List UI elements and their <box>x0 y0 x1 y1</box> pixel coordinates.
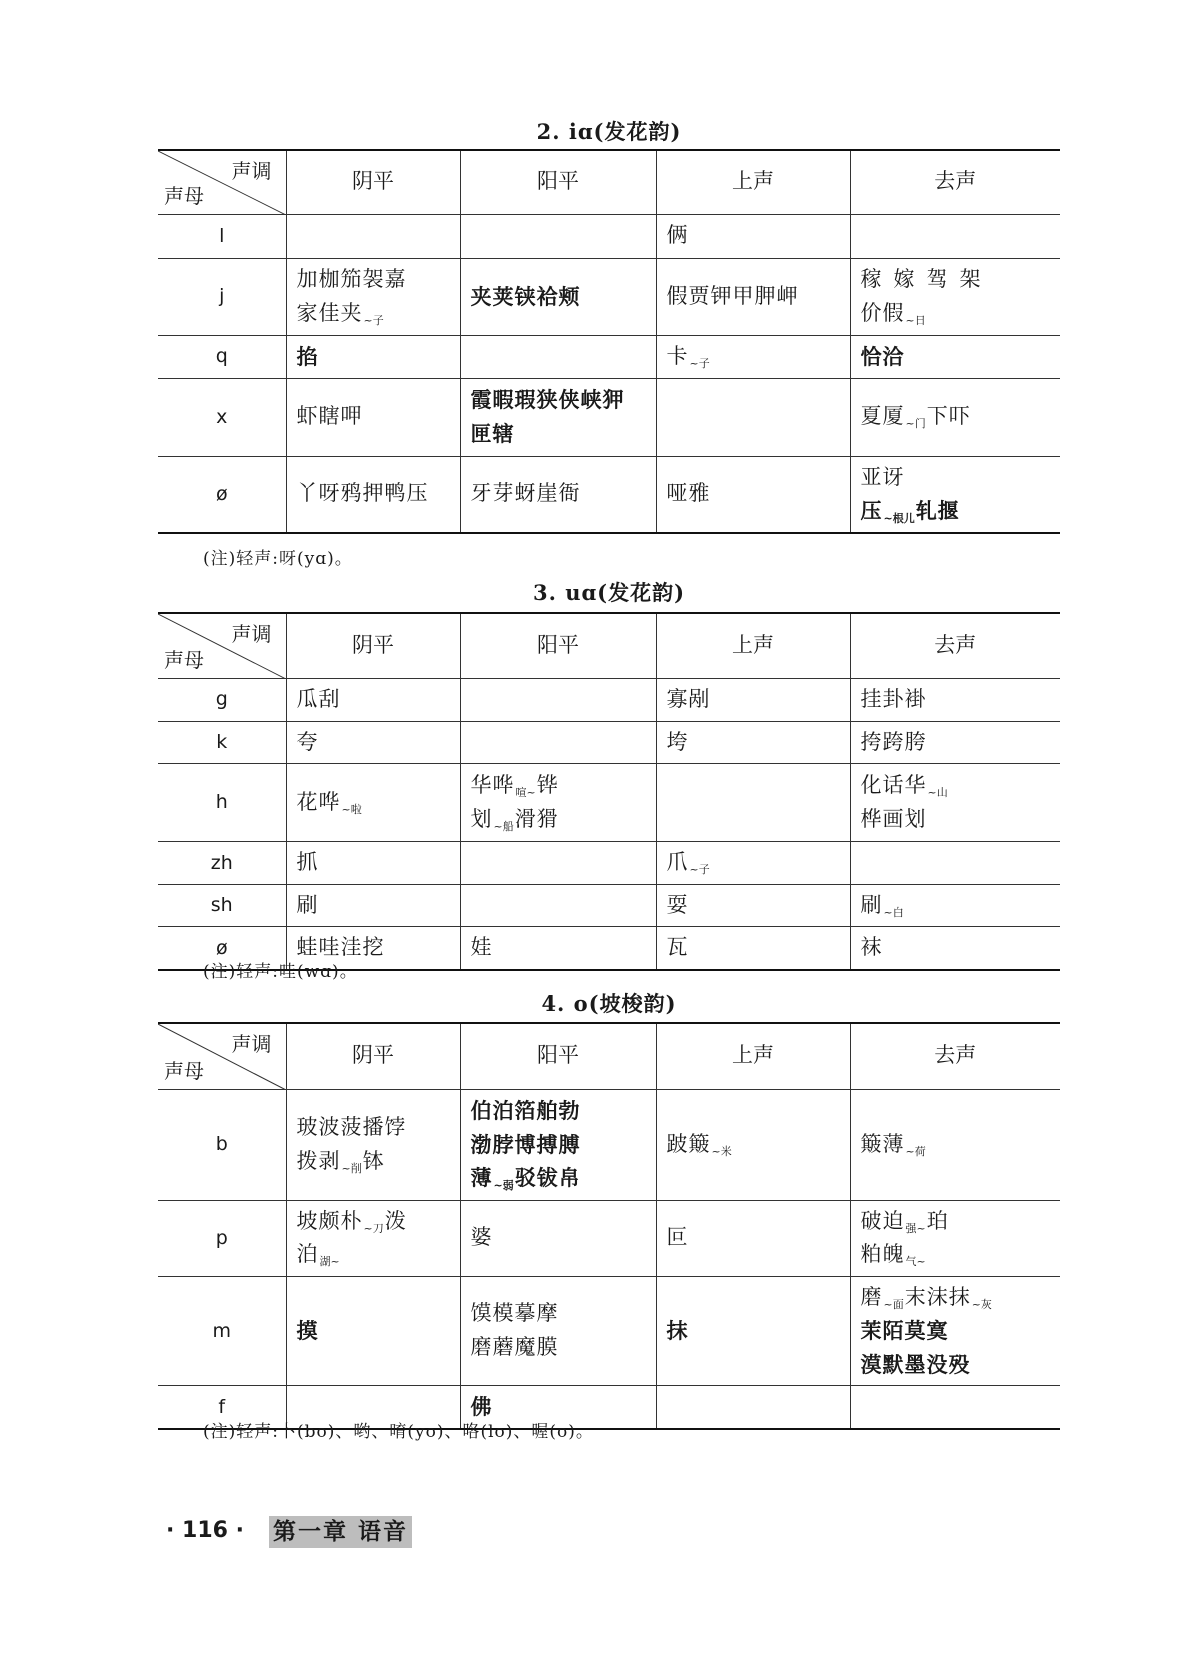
chars-cell <box>286 456 460 533</box>
chars-cell <box>850 456 1060 533</box>
char-line: 化话华$_{\sim 山}$ <box>860 773 948 799</box>
chars-cell <box>286 1200 460 1276</box>
initial-cell: l <box>158 214 286 258</box>
usage-note: ~荷 <box>905 1144 926 1158</box>
usage-note: 强~ <box>905 1221 926 1235</box>
initial-cell: f <box>158 1386 286 1429</box>
corner-header <box>158 150 286 214</box>
corner-initial-label: 声母 <box>164 647 204 672</box>
chars-cell <box>656 1276 850 1386</box>
char-line: 抓 <box>296 850 319 875</box>
chars-cell <box>460 378 656 456</box>
char-line: 刷$_{\sim 白}$ <box>860 892 904 919</box>
table-row <box>158 884 1060 927</box>
tone-header: 上声 <box>656 150 850 214</box>
section-title: 3. uɑ(发花韵) <box>532 580 686 605</box>
corner-initial-label: 声母 <box>164 183 204 208</box>
table-row <box>158 764 1060 842</box>
char-line: 婆 <box>470 1225 493 1250</box>
char-line: 抹 <box>666 1318 689 1344</box>
chars-cell <box>656 1089 850 1200</box>
initial-cell: m <box>158 1276 286 1386</box>
char-line: 夏厦$_{\sim 门}$下吓 <box>860 404 971 431</box>
chars-cell <box>460 1276 656 1386</box>
corner-initial-label: 声母 <box>164 1058 204 1083</box>
chars-cell <box>656 721 850 764</box>
char-line: 粕魄$_{气\sim}$ <box>860 1242 926 1269</box>
table-row <box>158 214 1060 258</box>
char-line: 跛簸$_{\sim 米}$ <box>666 1131 732 1158</box>
chars-cell <box>460 927 656 970</box>
initial-cell: j <box>158 258 286 335</box>
char-line: 蛙哇洼挖 <box>296 935 385 960</box>
char-line: 假贾钾甲胛岬 <box>666 283 799 308</box>
char-line: 瓦 <box>666 935 689 960</box>
footnote: (注)轻声:哇(wɑ)。 <box>203 962 358 982</box>
chars-cell <box>460 214 656 258</box>
chars-cell <box>656 884 850 927</box>
tone-header: 上声 <box>656 613 850 678</box>
usage-note: ~灰 <box>971 1297 992 1311</box>
tone-header: 去声 <box>850 613 1060 678</box>
rhyme-table <box>158 612 1060 971</box>
initial-cell: q <box>158 335 286 378</box>
table-row <box>158 335 1060 378</box>
table-row <box>158 456 1060 533</box>
char-line: 挂卦褂 <box>860 686 927 711</box>
footnote: (注)轻声:卜(bo)、哟、唷(yo)、咯(lo)、喔(o)。 <box>203 1422 594 1442</box>
chars-cell <box>460 678 656 721</box>
char-line: 磨$_{\sim 面}$末沫抹$_{\sim 灰}$ <box>860 1284 992 1311</box>
initial-cell: ø <box>158 927 286 970</box>
rhyme-table <box>158 1022 1060 1430</box>
chars-cell <box>850 1276 1060 1386</box>
chars-cell <box>656 1386 850 1429</box>
char-line: 夹荚铗袷颊 <box>470 283 581 309</box>
char-line: 虾瞎呷 <box>296 404 363 429</box>
corner-tone-label: 声调 <box>231 622 272 646</box>
chars-cell <box>850 378 1060 456</box>
char-line: 伯泊箔舶勃 <box>470 1098 581 1124</box>
table-row <box>158 1200 1060 1276</box>
corner-tone-label: 声调 <box>231 159 272 183</box>
table-row <box>158 721 1060 764</box>
char-line: 桦画划 <box>860 806 927 831</box>
section-title: 2. iɑ(发花韵) <box>536 119 682 144</box>
char-line: 划$_{\sim 船}$滑猾 <box>470 806 559 833</box>
usage-note: ~门 <box>905 417 926 431</box>
chars-cell <box>656 678 850 721</box>
chars-cell <box>656 378 850 456</box>
char-line: 拨剥$_{\sim 削}$钵 <box>296 1148 385 1175</box>
tone-header: 去声 <box>850 150 1060 214</box>
tone-header: 阴平 <box>286 1023 460 1089</box>
char-line: 俩 <box>666 223 689 248</box>
char-line: 薄$_{\sim 弱}$驳钹帛 <box>470 1165 581 1193</box>
chars-cell <box>656 764 850 842</box>
usage-note: ~子 <box>689 356 710 370</box>
table-row <box>158 678 1060 721</box>
usage-note: ~面 <box>883 1297 904 1311</box>
chars-cell <box>460 721 656 764</box>
chars-cell <box>850 678 1060 721</box>
tone-header: 阴平 <box>286 150 460 214</box>
usage-note: ~弱 <box>493 1179 514 1193</box>
char-line: 爪$_{\sim 子}$ <box>666 850 710 877</box>
usage-note: ~山 <box>927 786 948 799</box>
chars-cell <box>656 258 850 335</box>
initial-cell: zh <box>158 842 286 885</box>
usage-note: ~白 <box>883 905 904 919</box>
initial-cell: g <box>158 678 286 721</box>
table-row <box>158 842 1060 885</box>
char-line: 渤脖博搏膊 <box>470 1131 581 1157</box>
chars-cell <box>286 678 460 721</box>
char-line: 瓜刮 <box>296 686 341 711</box>
chars-cell <box>850 884 1060 927</box>
tone-header: 阴平 <box>286 613 460 678</box>
chars-cell <box>656 335 850 378</box>
chars-cell <box>460 335 656 378</box>
chars-cell <box>656 842 850 885</box>
chars-cell <box>460 456 656 533</box>
usage-note: ~子 <box>363 313 384 327</box>
rhyme-table <box>158 149 1060 534</box>
usage-note: ~日 <box>905 313 926 327</box>
char-line: 馍模摹摩 <box>470 1301 559 1326</box>
chars-cell <box>460 1089 656 1200</box>
char-line: 耍 <box>666 892 689 917</box>
char-line: 玻波菠播饽 <box>296 1114 407 1139</box>
char-line: 寡剐 <box>666 686 711 711</box>
chars-cell <box>286 258 460 335</box>
tone-header: 阳平 <box>460 150 656 214</box>
char-line: 恰洽 <box>860 343 905 369</box>
usage-note: ~啦 <box>341 802 362 816</box>
chars-cell <box>656 927 850 970</box>
corner-header <box>158 613 286 678</box>
char-line: 磨蘑魔膜 <box>470 1335 559 1360</box>
page-number: · 116 · <box>166 1518 244 1543</box>
char-line: 叵 <box>666 1225 689 1250</box>
chars-cell <box>286 1276 460 1386</box>
char-line: 压$_{\sim 根儿}$轧揠 <box>860 498 960 526</box>
chapter-label: 第一章 语音 <box>269 1516 412 1548</box>
header-row <box>158 1023 1060 1089</box>
header-row <box>158 613 1060 678</box>
initial-cell: x <box>158 378 286 456</box>
char-line: 茉陌莫寞 <box>860 1318 949 1344</box>
chars-cell <box>460 842 656 885</box>
usage-note: ~刀 <box>363 1221 384 1235</box>
tone-header: 上声 <box>656 1023 850 1089</box>
chars-cell <box>286 214 460 258</box>
chars-cell <box>286 378 460 456</box>
usage-note: ~根儿 <box>883 512 915 526</box>
usage-note: 湖~ <box>319 1255 340 1269</box>
chars-cell <box>656 1200 850 1276</box>
usage-note: 喧~ <box>515 786 536 799</box>
chars-cell <box>850 1200 1060 1276</box>
chars-cell <box>850 335 1060 378</box>
table-row <box>158 1089 1060 1200</box>
chars-cell <box>656 214 850 258</box>
char-line: 花哗$_{\sim 啦}$ <box>296 789 362 816</box>
char-line: 摸 <box>296 1318 319 1344</box>
chars-cell <box>850 927 1060 970</box>
footnote: (注)轻声:呀(yɑ)。 <box>203 549 353 569</box>
usage-note: ~子 <box>689 863 710 877</box>
chars-cell <box>286 842 460 885</box>
initial-cell: sh <box>158 884 286 927</box>
chars-cell <box>850 258 1060 335</box>
chars-cell <box>850 1089 1060 1200</box>
initial-cell: ø <box>158 456 286 533</box>
corner-header <box>158 1023 286 1089</box>
table-row <box>158 378 1060 456</box>
chars-cell <box>286 721 460 764</box>
char-line: 哑雅 <box>666 481 711 506</box>
chars-cell <box>286 764 460 842</box>
chars-cell <box>850 1386 1060 1429</box>
tone-header: 去声 <box>850 1023 1060 1089</box>
char-line: 袜 <box>860 935 883 960</box>
header-row <box>158 150 1060 214</box>
char-line: 佛 <box>470 1394 493 1420</box>
chars-cell <box>460 258 656 335</box>
char-line: 丫呀鸦押鸭压 <box>296 481 429 506</box>
table-row <box>158 258 1060 335</box>
char-line: 牙芽蚜崖衙 <box>470 481 581 506</box>
char-line: 漠默墨没殁 <box>860 1351 971 1377</box>
char-line: 坡颇朴$_{\sim 刀}$泼 <box>296 1208 407 1235</box>
char-line: 掐 <box>296 343 319 369</box>
char-line: 匣辖 <box>470 421 515 446</box>
chars-cell <box>286 884 460 927</box>
char-line: 稼嫁驾架 <box>860 266 993 291</box>
char-line: 垮 <box>666 729 689 754</box>
char-line: 卡$_{\sim 子}$ <box>666 343 710 370</box>
chars-cell <box>286 335 460 378</box>
initial-cell: k <box>158 721 286 764</box>
char-line: 簸薄$_{\sim 荷}$ <box>860 1131 926 1158</box>
chars-cell <box>460 764 656 842</box>
char-line: 亚讶 <box>860 464 905 489</box>
usage-note: ~船 <box>493 819 514 833</box>
char-line: 价假$_{\sim 日}$ <box>860 300 926 327</box>
tone-header: 阳平 <box>460 1023 656 1089</box>
chars-cell <box>460 884 656 927</box>
chars-cell <box>850 721 1060 764</box>
tone-header: 阳平 <box>460 613 656 678</box>
chars-cell <box>460 1200 656 1276</box>
char-line: 破迫$_{强\sim}$珀 <box>860 1208 949 1235</box>
char-line: 娃 <box>470 935 493 960</box>
char-line: 加枷笳袈嘉 <box>296 266 407 291</box>
char-line: 刷 <box>296 892 319 917</box>
chars-cell <box>656 456 850 533</box>
char-line: 挎跨胯 <box>860 729 927 754</box>
chars-cell <box>286 1089 460 1200</box>
initial-cell: p <box>158 1200 286 1276</box>
usage-note: 气~ <box>905 1255 926 1269</box>
usage-note: ~削 <box>341 1161 362 1175</box>
char-line: 华哗$_{喧\sim}$铧 <box>470 773 559 799</box>
section-title: 4. o(坡梭韵) <box>541 991 677 1016</box>
char-line: 夸 <box>296 729 319 754</box>
char-line: 家佳夹$_{\sim 子}$ <box>296 300 384 327</box>
chars-cell <box>850 214 1060 258</box>
initial-cell: b <box>158 1089 286 1200</box>
usage-note: ~米 <box>711 1144 732 1158</box>
char-line: 泊$_{湖\sim}$ <box>296 1242 340 1269</box>
corner-tone-label: 声调 <box>231 1032 272 1056</box>
chars-cell <box>850 842 1060 885</box>
char-line: 霞暇瑕狭侠峡狎 <box>470 387 625 413</box>
chars-cell <box>850 764 1060 842</box>
table-row <box>158 1276 1060 1386</box>
initial-cell: h <box>158 764 286 842</box>
